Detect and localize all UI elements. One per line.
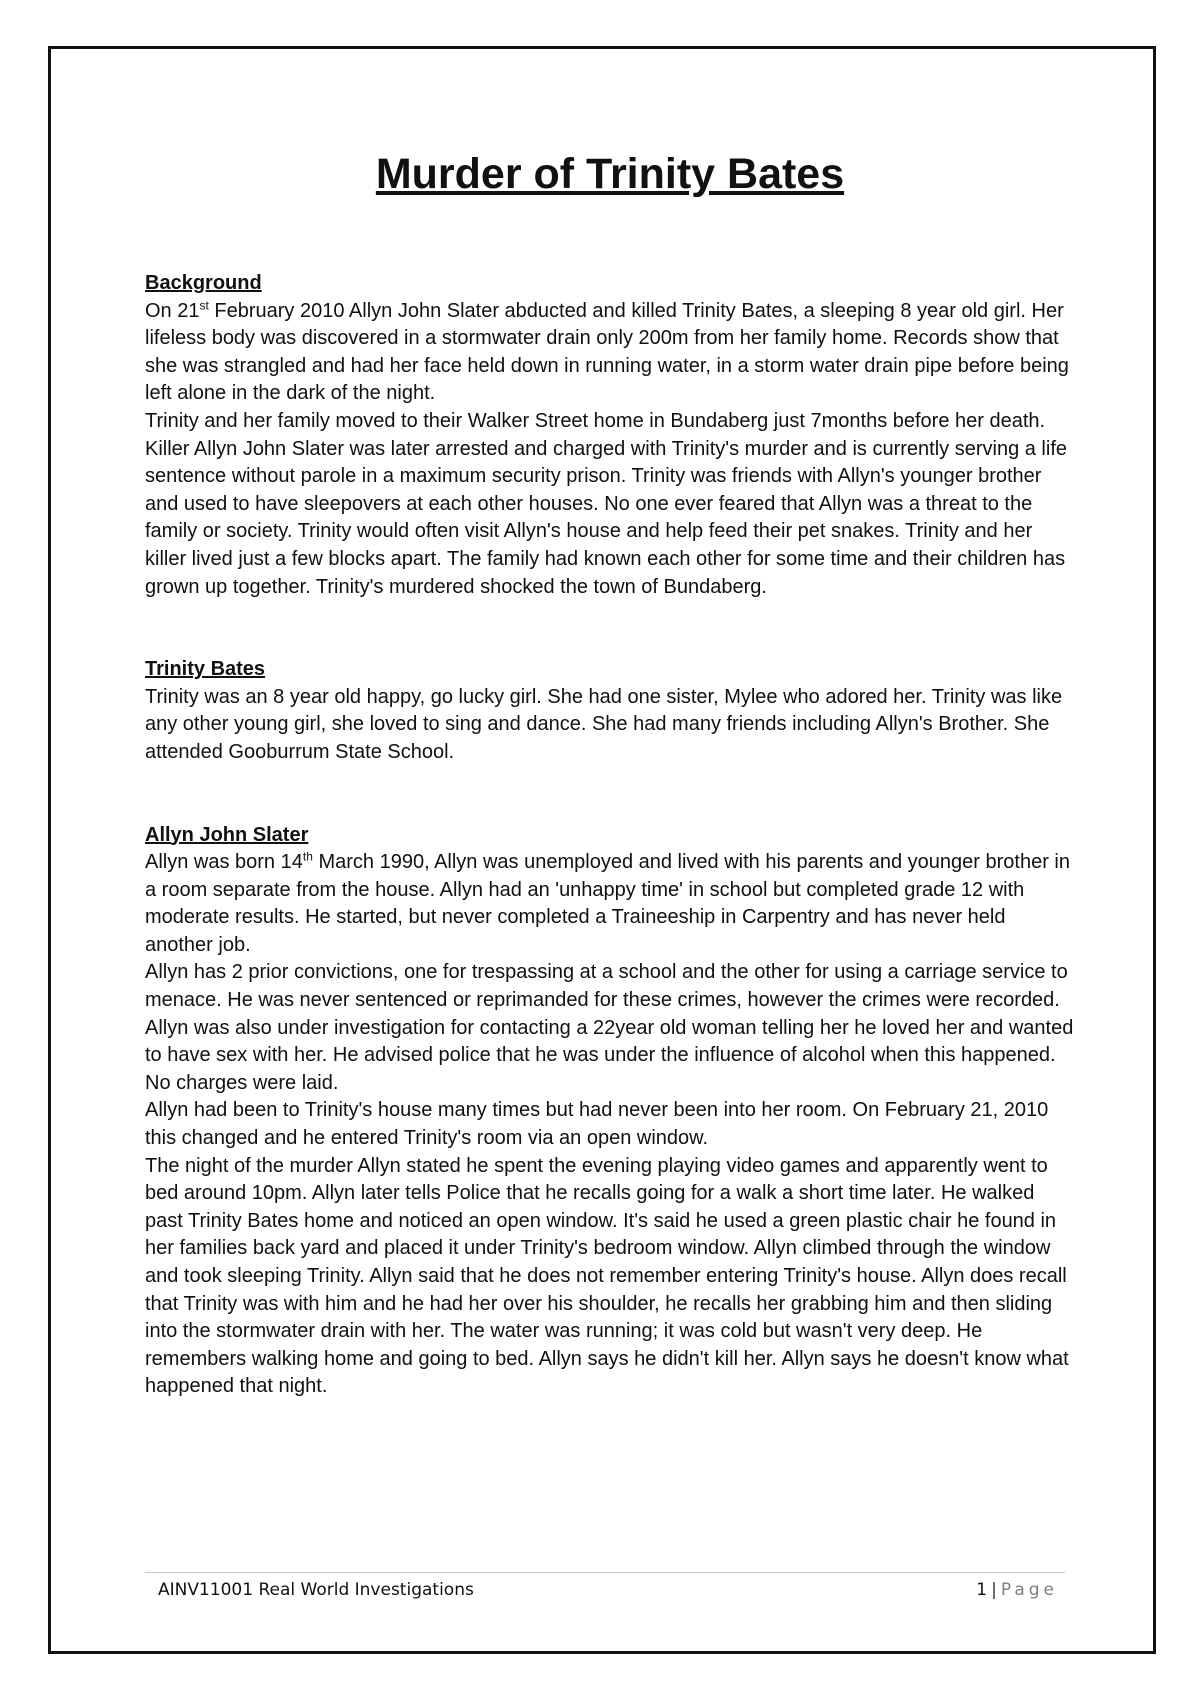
text-run: March 1990, Allyn was unemployed and lived with his parents and younger brother in a room separate from the house. Allyn had an 'unhappy time' in school but completed grade 12 with moderate results. He started, but never completed a Traineeship in Carpentry and has never held another job. (145, 851, 1070, 956)
text-run: Allyn was born 14 (145, 851, 303, 874)
text-run: On 21 (145, 299, 200, 322)
page-separator: | (991, 1580, 997, 1600)
allyn-paragraph-3: Allyn was also under investigation for contacting a 22year old woman telling her he loved her and wanted to have sex with her. He advised police that he was under the influence of alcohol when this happened. No charges were laid. (145, 1016, 1074, 1094)
background-paragraph-2: Trinity and her family moved to their Walker Street home in Bundaberg just 7months before her death. Killer Allyn John Slater was later arrested and charged with Trinity's murder and is currently serving a life sentence without parole in a maximum security prison. Trinity was friends with Allyn's younger brother and used to have sleepovers at each other houses. No one ever feared that Allyn was a threat to the family or society. Trinity would often visit Allyn's house and help feed their pet snakes. Trinity and her killer lived just a few blocks apart. The family had known each other for some time and their children has grown up together. Trinity's murdered shocked the town of Bundaberg. (145, 409, 1068, 598)
footer-divider (145, 1572, 1065, 1573)
heading-trinity-bates: Trinity Bates (145, 658, 266, 681)
section-allyn-john-slater (145, 822, 1075, 1401)
text-run: February 2010 Allyn John Slater abducted and killed Trinity Bates, a sleeping 8 year old girl. Her lifeless body was discovered in a stormwater drain only 200m from her family home. Records show that she was strangled and had her face held down in running water, in a storm water drain pipe before being left alone in the dark of the night. (145, 299, 1069, 405)
footer-course-name: AINV11001 Real World Investigations (158, 1580, 474, 1600)
section-background (145, 270, 1075, 601)
allyn-paragraph-5: The night of the murder Allyn stated he spent the evening playing video games and apparently went to bed around 10pm. Allyn later tells Police that he recalls going for a walk a short time later. He walked past Trinity Bates home and noticed an open window. It's said he used a green plastic chair he found in her families back yard and placed it under Trinity's bedroom window. Allyn climbed through the window and took sleeping Trinity. Allyn said that he does not remember entering Trinity's house. Allyn does recall that Trinity was with him and he had her over his shoulder, he recalls her grabbing him and then sliding into the stormwater drain with her. The water was running; it was cold but wasn't very deep. He remembers walking home and going to bed. Allyn says he didn't kill her. Allyn says he doesn't know what happened that night. (145, 1154, 1069, 1398)
section-gap (145, 601, 1075, 656)
background-paragraph-1 (145, 298, 1075, 408)
allyn-paragraph-2: Allyn has 2 prior convictions, one for trespassing at a school and the other for using a carriage service to menace. He was never sentenced or reprimanded for these crimes, however the crimes were recorded. (145, 961, 1068, 1012)
footer-page-indicator (976, 1580, 1058, 1600)
allyn-paragraph-4: Allyn had been to Trinity's house many times but had never been into her room. On February 21, 2010 this changed and he entered Trinity's room via an open window. (145, 1099, 1049, 1150)
ordinal-suffix: st (199, 297, 209, 312)
allyn-paragraph-1 (145, 849, 1075, 959)
trinity-paragraph-1: Trinity was an 8 year old happy, go lucky girl. She had one sister, Mylee who adored her. Trinity was like any other young girl, she loved to sing and dance. She had many friends including Allyn's Brother. She attended Gooburrum State School. (145, 685, 1063, 763)
section-gap (145, 767, 1075, 822)
document-body (145, 148, 1075, 1401)
heading-background: Background (145, 272, 262, 294)
page-label: Page (1000, 1580, 1058, 1600)
document-title: Murder of Trinity Bates (375, 150, 845, 198)
section-trinity-bates (145, 656, 1075, 766)
ordinal-suffix: th (302, 849, 313, 864)
page-number: 1 (976, 1580, 988, 1600)
heading-allyn-john-slater: Allyn John Slater (145, 823, 309, 846)
